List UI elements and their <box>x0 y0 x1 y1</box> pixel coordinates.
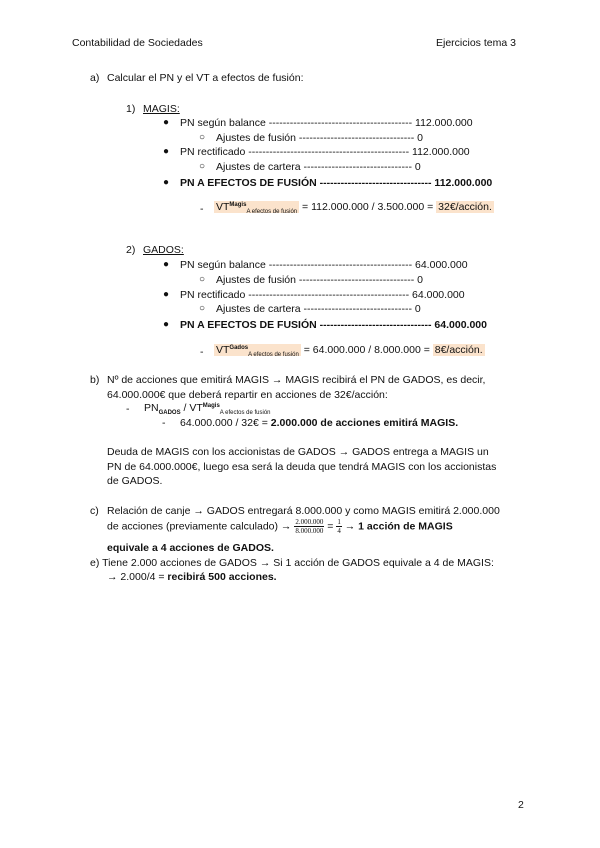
section-b-formula: $PN_{GADOS} / VT^{Magis}_{A efectos de fusión}$ <box>144 402 271 416</box>
page-number: 2 <box>518 799 524 811</box>
section-e-line2: → 2.000/4 = recibirá 500 acciones. <box>107 571 277 583</box>
section-c-line3: equivale a 4 acciones de GADOS. <box>107 542 274 554</box>
bullet-icon: ● <box>163 259 170 270</box>
circle-bullet-icon: ○ <box>199 161 206 172</box>
section-a-label: a) <box>90 72 100 84</box>
header-right: Ejercicios tema 3 <box>436 37 516 49</box>
gados-ajustes-fusion: Ajustes de fusión --------------------------------- 0 <box>216 274 424 286</box>
section-c-line1: Relación de canje → GADOS entregará 8.000.000 y como MAGIS emitirá 2.000.000 <box>107 505 500 517</box>
gados-heading: GADOS: <box>143 244 184 256</box>
gados-ajustes-cartera: Ajustes de cartera ------------------------------- 0 <box>216 303 421 315</box>
magis-number: 1) <box>126 103 136 115</box>
gados-vt-line: $VT^{Gados}_{A efectos de fusión} = 64.000.000 / 8.000.000$ = 8€/acción. <box>216 344 483 358</box>
fraction-1: $\frac{2.000.000}{8.000.000}$ <box>295 518 324 535</box>
bullet-icon: ● <box>163 146 170 157</box>
section-b-calc: 64.000.000 / 32€ = 2.000.000 de acciones emitirá MAGIS. <box>180 417 459 429</box>
gados-pn-rectificado: PN rectificado ---------------------------------------------- 64.000.000 <box>180 289 465 301</box>
gados-vt-result: 8€/acción. <box>434 344 483 356</box>
gados-pn-fusion: PN A EFECTOS DE FUSIÓN -------------------------------- 64.000.000 <box>180 319 487 331</box>
bullet-icon: ● <box>163 177 170 188</box>
magis-vt-line: $VT^{Magis}_{A efectos de fusión} = 112.000.000 / 3.500.000$ = 32€/acción. <box>216 201 492 215</box>
magis-heading: MAGIS: <box>143 103 180 115</box>
bullet-icon: ● <box>163 117 170 128</box>
magis-vt-dash: - <box>200 203 204 215</box>
section-c-label: c) <box>90 505 99 517</box>
gados-vt-dash: - <box>200 346 204 358</box>
section-b-dash2: - <box>162 417 166 429</box>
magis-ajustes-fusion: Ajustes de fusión --------------------------------- 0 <box>216 132 424 144</box>
section-b-deuda2: PN de 64.000.000€, luego esa será la deuda que tendrá MAGIS con los accionistas <box>107 461 497 473</box>
gados-number: 2) <box>126 244 136 256</box>
circle-bullet-icon: ○ <box>199 274 206 285</box>
gados-pn-balance: PN según balance ----------------------------------------- 64.000.000 <box>180 259 468 271</box>
magis-pn-rectificado: PN rectificado ---------------------------------------------- 112.000.000 <box>180 146 470 158</box>
fraction-2: $\frac{1}{4}$ <box>337 518 341 535</box>
header-left: Contabilidad de Sociedades <box>72 37 203 49</box>
circle-bullet-icon: ○ <box>199 303 206 314</box>
section-b-deuda1: Deuda de MAGIS con los accionistas de GADOS → GADOS entrega a MAGIS un <box>107 446 489 458</box>
section-a-title: Calcular el PN y el VT a efectos de fusión: <box>107 72 304 84</box>
magis-vt-result: 32€/acción. <box>438 201 492 213</box>
circle-bullet-icon: ○ <box>199 132 206 143</box>
section-b-label: b) <box>90 374 100 386</box>
bullet-icon: ● <box>163 319 170 330</box>
section-b-dash1: - <box>126 403 130 415</box>
section-e-line1: e) Tiene 2.000 acciones de GADOS → Si 1 acción de GADOS equivale a 4 de MAGIS: <box>90 557 494 569</box>
section-b-deuda3: de GADOS. <box>107 475 163 487</box>
section-b-line1: Nº de acciones que emitirá MAGIS → MAGIS recibirá el PN de GADOS, es decir, <box>107 374 486 386</box>
section-c-line2: de acciones (previamente calculado) → $\frac{2.000.000}{8.000.000}$ = $\frac{1}{4}$ → 1 acción de MAGIS <box>107 518 453 535</box>
magis-pn-balance: PN según balance ----------------------------------------- 112.000.000 <box>180 117 473 129</box>
bullet-icon: ● <box>163 289 170 300</box>
magis-ajustes-cartera: Ajustes de cartera ------------------------------- 0 <box>216 161 421 173</box>
magis-pn-fusion: PN A EFECTOS DE FUSIÓN -------------------------------- 112.000.000 <box>180 177 493 189</box>
section-b-line2: 64.000.000€ que deberá repartir en acciones de 32€/acción: <box>107 389 388 401</box>
